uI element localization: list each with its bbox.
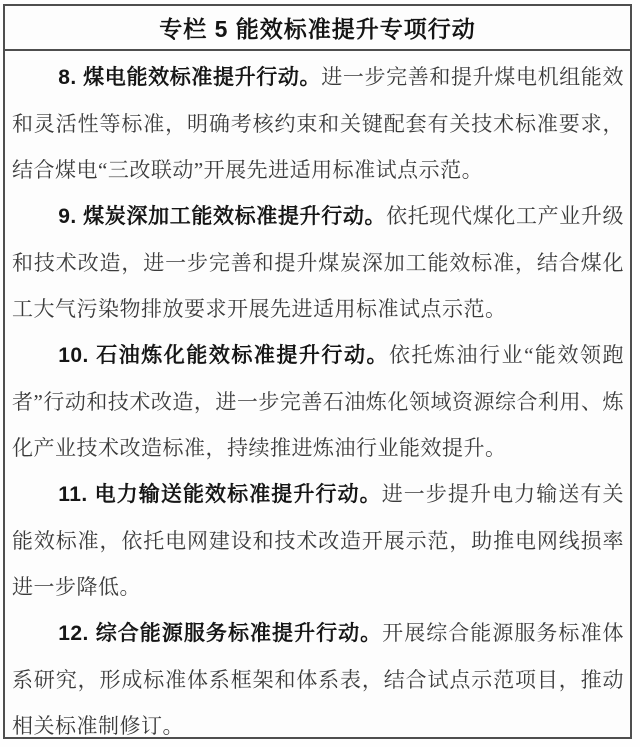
box-body (5, 51, 630, 747)
paragraph-action-9 (12, 193, 624, 332)
paragraph-action-12 (12, 610, 624, 747)
paragraph-action-11-text: 进一步提升电力输送有关能效标准，依托电网建设和技术改造开展示范，助推电网线损率进一步降低。 (12, 482, 624, 599)
special-action-box (3, 4, 632, 739)
paragraph-action-12-text: 开展综合能源服务标准体系研究，形成标准体系框架和体系表，结合试点示范项目，推动相关标准制修订。 (12, 621, 624, 738)
paragraph-action-10-text: 依托炼油行业“能效领跑者”行动和技术改造，进一步完善石油炼化领域资源综合利用、炼化产业技术改造标准，持续推进炼油行业能效提升。 (12, 343, 624, 460)
paragraph-action-9-lead: 9. 煤炭深加工能效标准提升行动。 (58, 205, 387, 228)
paragraph-action-8-lead: 8. 煤电能效标准提升行动。 (58, 66, 322, 89)
paragraph-action-10-lead: 10. 石油炼化能效标准提升行动。 (58, 344, 389, 367)
paragraph-action-8 (12, 54, 624, 193)
paragraph-action-9-text: 依托现代煤化工产业升级和技术改造，进一步完善和提升煤炭深加工能效标准，结合煤化工大气污染物排放要求开展先进适用标准试点示范。 (12, 204, 624, 321)
box-header (5, 6, 630, 51)
paragraph-action-10 (12, 332, 624, 471)
paragraph-action-11 (12, 471, 624, 610)
paragraph-action-8-text: 进一步完善和提升煤电机组能效和灵活性等标准，明确考核约束和关键配套有关技术标准要求，结合煤电“三改联动”开展先进适用标准试点示范。 (12, 65, 624, 182)
paragraph-action-12-lead: 12. 综合能源服务标准提升行动。 (58, 622, 383, 645)
box-title: 专栏 5 能效标准提升专项行动 (159, 16, 476, 42)
paragraph-action-11-lead: 11. 电力输送能效标准提升行动。 (58, 483, 382, 506)
